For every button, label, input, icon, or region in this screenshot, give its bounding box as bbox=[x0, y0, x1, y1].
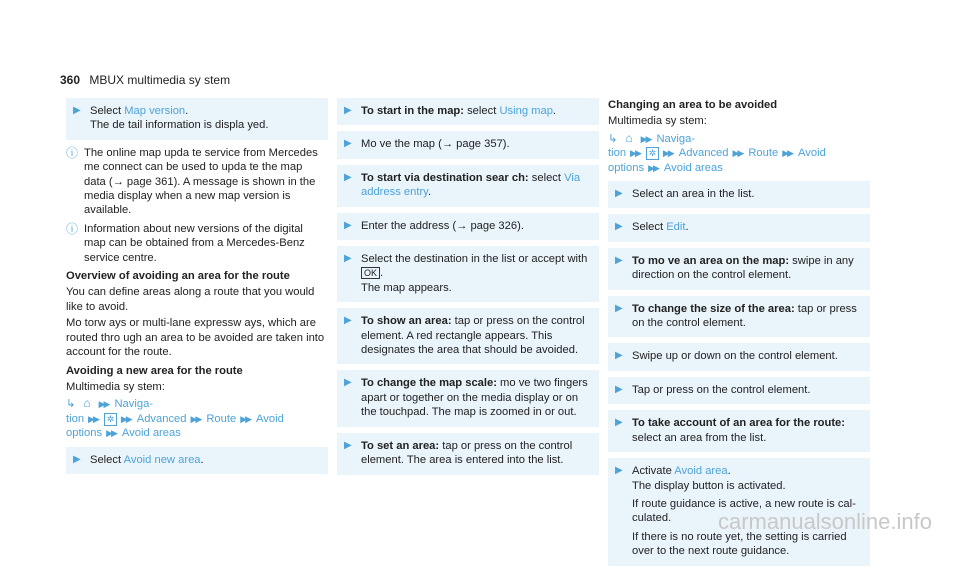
step-select-edit: ▶ Select Edit. bbox=[608, 214, 870, 241]
step-move-map: ▶ Mo ve the map (→ page 357). bbox=[337, 131, 599, 158]
step-take-account: ▶ To take account of an area for the route: select an area from the list. bbox=[608, 410, 870, 452]
avoid-new-area-link[interactable]: Avoid new area bbox=[123, 453, 201, 466]
step-select-avoid-new-area: ▶ Select Avoid new area. bbox=[66, 447, 328, 474]
chevron-icon: ▶▶ bbox=[640, 133, 651, 144]
watermark: carmanualsonline.info bbox=[717, 508, 932, 534]
home-icon: ⌂ bbox=[83, 396, 91, 411]
step-select-destination: ▶ Select the destination in the list or accept with OK . The map appears. bbox=[337, 246, 599, 302]
step-enter-address: ▶ Enter the address (→ page 326). bbox=[337, 213, 599, 240]
menu-path: ↳ ⌂ ▶▶ Naviga- tion ▶▶ ✲ ▶▶ Advanced ▶▶ Route ▶▶ Avoid options ▶▶ Avoid areas bbox=[608, 130, 826, 174]
step-change-size: ▶ To change the size of the area: tap or press on the control element. bbox=[608, 296, 870, 338]
step-destination-search: ▶ To start via destination sear ch: select Via address entry. bbox=[337, 165, 599, 207]
step-change-scale: ▶ To change the map scale: mo ve two fingers apart or together on the media display or on the touchpad. The map is zoomed in or out. bbox=[337, 370, 599, 426]
heading-overview: Overview of avoiding an area for the route bbox=[66, 270, 290, 283]
gear-icon: ✲ bbox=[646, 147, 659, 160]
step-select-area: ▶ Select an area in the list. bbox=[608, 181, 870, 208]
heading-new-area: Avoiding a new area for the route bbox=[66, 364, 243, 377]
step-set-area: ▶ To set an area: tap or press on the control element. The area is entered into the list. bbox=[337, 433, 599, 475]
step-show-area: ▶ To show an area: tap or press on the control element. A red rectangle appears. This designates the area that should be avoided. bbox=[337, 308, 599, 364]
edit-link[interactable]: Edit bbox=[666, 221, 686, 234]
info-icon: ⓘ bbox=[66, 145, 79, 160]
step-arrow-icon: ▶ bbox=[73, 453, 81, 465]
page-number: 360 bbox=[60, 73, 81, 87]
step-swipe: ▶ Swipe up or down on the control element. bbox=[608, 343, 870, 370]
step-arrow-icon: ▶ bbox=[73, 105, 81, 116]
step-move-area: ▶ To mo ve an area on the map: swipe in any direction on the control element. bbox=[608, 248, 870, 290]
step-start-in-map: ▶ To start in the map: select Using map. bbox=[337, 98, 599, 125]
page-header bbox=[60, 73, 230, 87]
column-2 bbox=[337, 98, 599, 481]
step-tap: ▶ Tap or press on the control element. bbox=[608, 377, 870, 404]
menu-path: ↳ ⌂ ▶▶ Naviga- tion ▶▶ ✲ ▶▶ Advanced ▶▶ Route ▶▶ Avoid options ▶▶ Avoid areas bbox=[66, 396, 284, 440]
page-title: MBUX multimedia sy stem bbox=[89, 73, 231, 87]
using-map-link[interactable]: Using map bbox=[499, 105, 553, 117]
step-arrow-icon: ▶ bbox=[344, 105, 352, 116]
gear-icon: ✲ bbox=[104, 413, 117, 426]
heading-changing-area: Changing an area to be avoided bbox=[608, 99, 778, 111]
column-1: ▶ Select Map version. The de tail information is displa yed. ⓘ The online map upda te service from Mercedes me connect can be used to upda te the map data (→ page 361). A message is shown in the media display when a new map version is available. ⓘ Information about new versions of the digital map can be obtained from a Mercedes-Benz service centre. Overview of avoiding an area for the route You can define areas along a route that you would like to avoid. Mo torw ays or multi-lane expressw ays, which are routed thro ugh an area to be avoided are taken into account for the route. Avoiding a new area for the route Multimedia sy stem: ↳ ⌂ ▶▶ Naviga- tion ▶▶ ✲ ▶▶ Advanced ▶▶ Route ▶▶ Avoid options ▶▶ Avoid areas ▶ Select Avoid new area. bbox=[66, 98, 328, 480]
chevron-icon: ▶▶ bbox=[98, 399, 109, 410]
via-address-entry-link[interactable]: Via address entry bbox=[361, 171, 581, 199]
step-activate-avoid-area: ▶ Activate Avoid area. The display button is activated. If route guidance is active, a new route is cal- culated. If there is no route yet, the setting is carried over to the next route guidance. bbox=[608, 458, 870, 565]
column-3: Changing an area to be avoided Multimedia sy stem: ↳ ⌂ ▶▶ Naviga- tion ▶▶ ✲ ▶▶ Advanced ▶▶ Route ▶▶ Avoid options ▶▶ Avoid areas ▶ Select an area in the list. ▶ Select Edit. ▶ To mo ve an area on the map: swipe in any direction on the control element. ▶ To change the size of the area: tap or press on the control element. ▶ Swipe up or down on the control element. ▶ Tap or press on the control element. ▶ To take account of an area for the route: select an area from the list. ▶ Activate Avoid area. The display button is activated. If route guidance is active, a new route is cal- culated. If there is no route yet, the setting is carried over to the next route guidance. bbox=[608, 98, 870, 572]
info-icon: ⓘ bbox=[66, 221, 79, 236]
ok-key-icon: OK bbox=[361, 267, 380, 279]
avoid-area-link[interactable]: Avoid area bbox=[674, 465, 728, 478]
return-arrow-icon: ↳ bbox=[66, 398, 76, 411]
note-online-update: ⓘ The online map upda te service from Mercedes me connect can be used to upda te the map data (→ page 361). A message is shown in the media display when a new map version is available. bbox=[66, 145, 318, 217]
map-version-link[interactable]: Map version bbox=[124, 105, 186, 117]
note-digital-map: ⓘ Information about new versions of the digital map can be obtained from a Mercedes-Benz service centre. bbox=[66, 221, 305, 264]
step-select-map-version: ▶ Select Map version. The de tail information is displa yed. bbox=[66, 98, 328, 140]
home-icon: ⌂ bbox=[625, 130, 633, 145]
return-arrow-icon: ↳ bbox=[608, 132, 618, 145]
